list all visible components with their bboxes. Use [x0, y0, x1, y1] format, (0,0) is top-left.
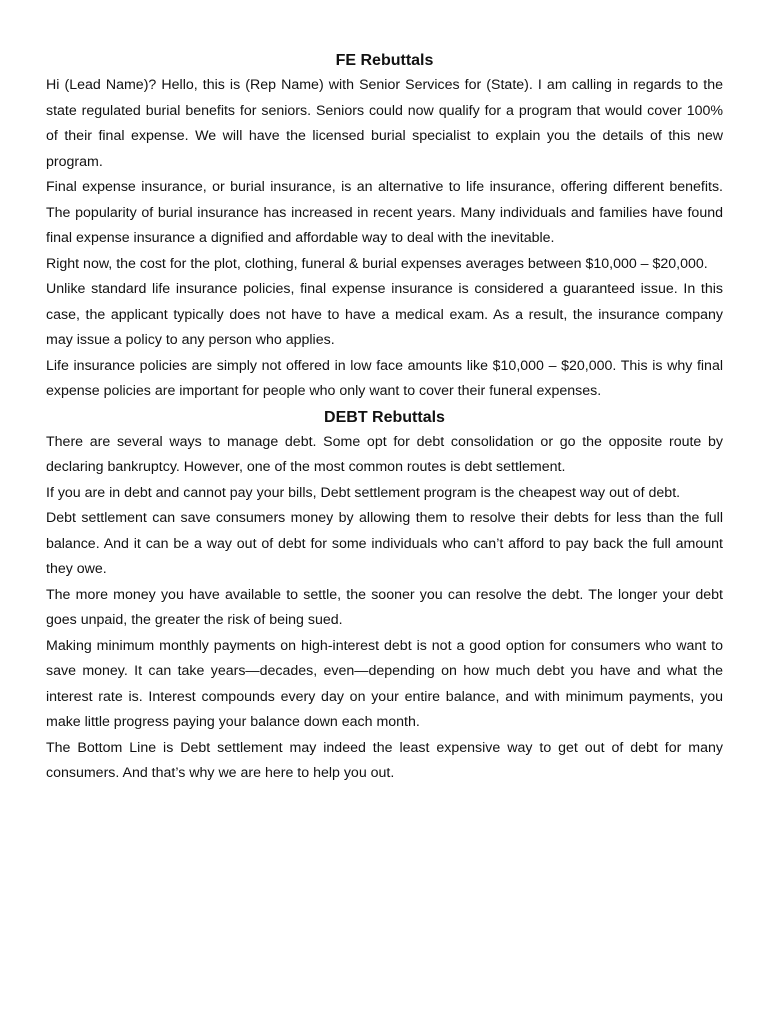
debt-paragraph-6: The Bottom Line is Debt settlement may indeed the least expensive way to get out of debt for many consumers. And that’s why we are here to help you out. — [46, 739, 723, 781]
fe-rebuttals-section — [46, 48, 723, 405]
debt-rebuttals-heading: DEBT Rebuttals — [324, 408, 445, 426]
debt-rebuttals-section — [46, 405, 723, 787]
debt-paragraph-1: There are several ways to manage debt. Some opt for debt consolidation or go the opposite route by declaring bankruptcy. However, one of the most common routes is debt settlement. — [46, 433, 723, 475]
fe-paragraph-5: Life insurance policies are simply not offered in low face amounts like $10,000 – $20,000. This is why final expense policies are important for people who only want to cover their funeral expenses. — [46, 357, 723, 399]
debt-paragraph-5: Making minimum monthly payments on high-interest debt is not a good option for consumers who want to save money. It can take years—decades, even—depending on how much debt you have and what the interest rate is. Interest compounds every day on your entire balance, and with minimum payments, you make little progress paying your balance down each month. — [46, 637, 723, 730]
fe-paragraph-1: Hi (Lead Name)? Hello, this is (Rep Name) with Senior Services for (State). I am calling in regards to the state regulated burial benefits for seniors. Seniors could now qualify for a program that would cover 100% of their final expense. We will have the licensed burial specialist to explain you the details of this new program. — [46, 77, 723, 170]
fe-paragraph-2: Final expense insurance, or burial insurance, is an alternative to life insurance, offering different benefits. The popularity of burial insurance has increased in recent years. Many individuals and families have found final expense insurance a dignified and affordable way to deal with the inevitable. — [46, 179, 723, 246]
fe-paragraph-4: Unlike standard life insurance policies, final expense insurance is considered a guaranteed issue. In this case, the applicant typically does not have to have a medical exam. As a result, the insurance company may issue a policy to any person who applies. — [46, 281, 723, 348]
debt-paragraph-4: The more money you have available to settle, the sooner you can resolve the debt. The longer your debt goes unpaid, the greater the risk of being sued. — [46, 586, 723, 628]
fe-paragraph-3: Right now, the cost for the plot, clothing, funeral & burial expenses averages between $10,000 – $20,000. — [46, 255, 708, 272]
fe-rebuttals-heading: FE Rebuttals — [335, 52, 434, 69]
debt-paragraph-3: Debt settlement can save consumers money by allowing them to resolve their debts for less than the full balance. And it can be a way out of debt for some individuals who can’t afford to pay back the full amount they owe. — [46, 510, 723, 577]
debt-paragraph-2: If you are in debt and cannot pay your bills, Debt settlement program is the cheapest way out of debt. — [46, 484, 681, 501]
